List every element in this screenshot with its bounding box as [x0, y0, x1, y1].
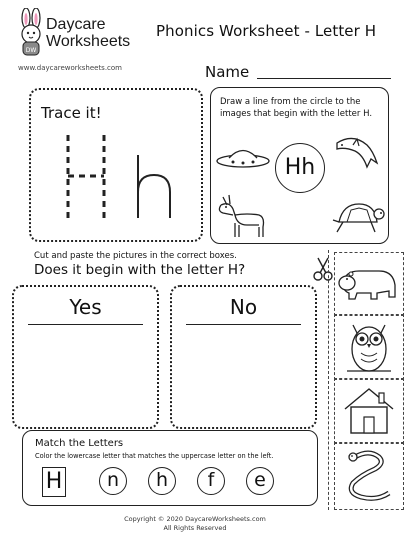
match-option-n-text: n [106, 469, 120, 491]
sort-question: Does it begin with the letter H? [34, 262, 246, 278]
match-panel [22, 430, 318, 506]
draw-line-panel [210, 87, 389, 244]
house-icon [335, 379, 403, 443]
no-label: No [229, 295, 258, 319]
dolphin-icon[interactable] [333, 133, 381, 173]
hippo-icon [335, 253, 403, 315]
match-option-h[interactable] [148, 467, 176, 495]
yes-label: Yes [69, 295, 102, 319]
name-label: Name [205, 63, 250, 81]
hh-circle[interactable] [275, 143, 325, 193]
match-option-h-text: h [155, 469, 169, 491]
trace-letters[interactable] [56, 130, 186, 225]
turtle-icon[interactable] [329, 198, 385, 238]
cutout-cell-snake[interactable] [334, 442, 404, 510]
match-option-n[interactable] [99, 467, 127, 495]
bunny-logo-icon [14, 8, 48, 58]
ufo-icon[interactable] [215, 143, 271, 173]
cutout-cell-house[interactable] [334, 378, 404, 444]
match-option-f-text: f [207, 469, 215, 491]
owl-icon [335, 315, 403, 379]
trace-title: Trace it! [41, 104, 102, 122]
target-letter: H [45, 469, 63, 494]
match-title: Match the Letters [35, 438, 124, 449]
site-url: www.daycareworksheets.com [18, 64, 123, 72]
target-letter-box [42, 467, 66, 497]
page-title: Phonics Worksheet - Letter H [156, 22, 377, 40]
trace-box [29, 88, 203, 242]
brand-line2: Worksheets [46, 33, 131, 50]
no-box[interactable] [170, 285, 317, 429]
snake-icon [335, 443, 403, 509]
match-instruction: Color the lowercase letter that matches the uppercase letter on the left. [35, 452, 274, 460]
match-option-e-text: e [254, 469, 266, 491]
match-option-e[interactable] [246, 467, 274, 495]
cutout-cell-owl[interactable] [334, 314, 404, 380]
draw-line-instruction: Draw a line from the circle to the images that begin with the letter H. [220, 97, 373, 119]
cut-line [328, 250, 329, 510]
cutout-cell-hippo[interactable] [334, 252, 404, 316]
yes-box[interactable] [12, 285, 159, 429]
footer [0, 515, 390, 533]
name-field[interactable] [257, 78, 391, 79]
hh-circle-text: Hh [284, 155, 316, 180]
donkey-icon[interactable] [217, 193, 269, 239]
footer-copyright: Copyright © 2020 DaycareWorksheets.com [124, 515, 266, 523]
match-option-f[interactable] [197, 467, 225, 495]
footer-rights: All Rights Reserved [163, 524, 227, 532]
svg-text:DW: DW [25, 47, 37, 54]
sort-instruction: Cut and paste the pictures in the correct boxes. [34, 251, 237, 261]
brand-line1: Daycare [46, 16, 106, 33]
scissors-icon [312, 256, 334, 282]
